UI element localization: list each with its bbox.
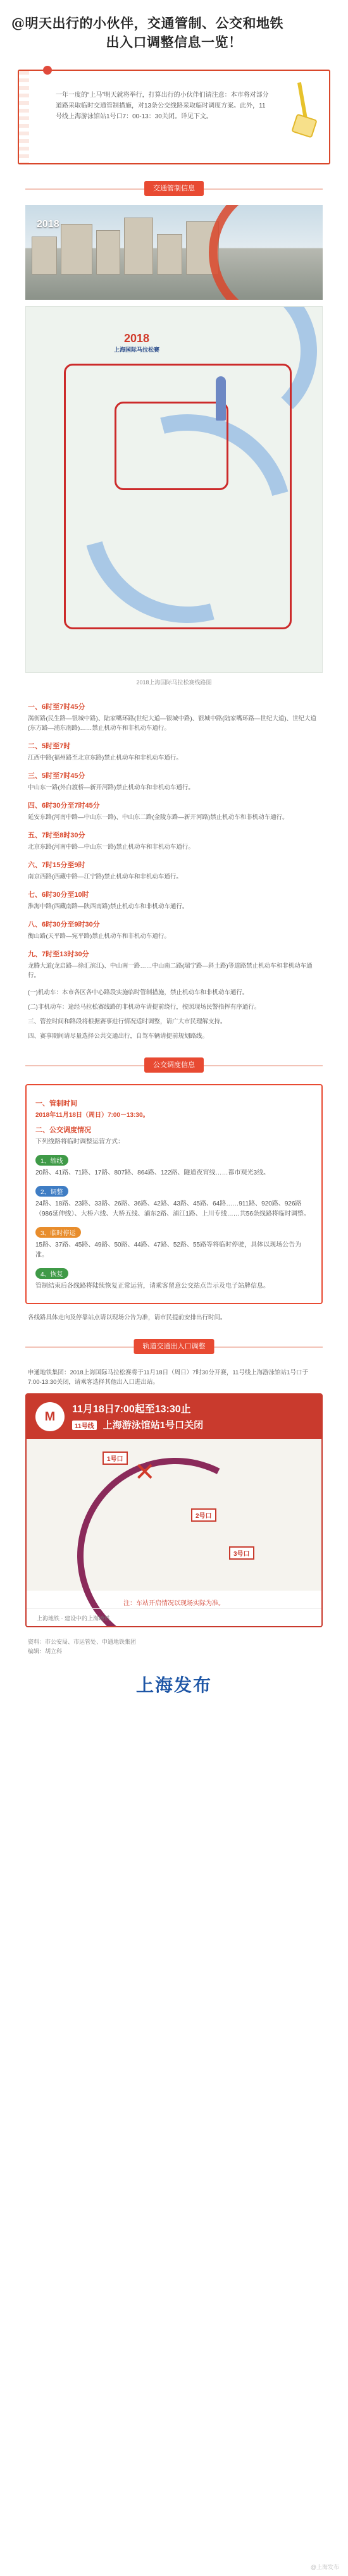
metro-footer: 上海地铁 · 建设中的上海地铁 [27, 1608, 321, 1626]
rule-text: 北京东路(河南中路—中山东一路)禁止机动车和非机动车通行。 [28, 844, 194, 851]
metro-subtitle-text: 上海游泳馆站1号口关闭 [103, 1420, 204, 1431]
rule-heading: 二、5时至7时 [28, 743, 71, 750]
group-label-restore: 4、恢复 [35, 1268, 68, 1279]
rule-text: 江西中路(福州路至北京东路)禁止机动车和非机动车通行。 [28, 755, 182, 761]
transit-title-time: 一、管制时间 [35, 1100, 77, 1107]
intro-card [18, 70, 330, 164]
watermark: @上海发布 [310, 2564, 339, 2570]
bund-photo [25, 205, 323, 300]
map-caption: 2018上海国际马拉松赛线路图 [136, 679, 212, 686]
note-text: (二)非机动车：途经马拉松赛线路的非机动车请提前绕行，按照现场民警指挥有序通行。 [28, 1004, 261, 1011]
section-header-bus [0, 1052, 348, 1078]
rule-heading: 七、6时30分至10时 [28, 891, 89, 899]
metro-notice-title: 11月18日7:00起至13:30止 [72, 1404, 191, 1415]
article-headline [0, 0, 348, 61]
rule-heading: 九、7时至13时30分 [28, 951, 89, 958]
rule-text: 延安东路(河南中路—中山东一路)、中山东二路(金陵东路—新开河路)禁止机动车和非机动车通行。 [28, 814, 289, 821]
metro-notice-header [27, 1395, 321, 1439]
line-11-tag: 11号线 [72, 1420, 97, 1430]
metro-notice-subtitle [72, 1418, 203, 1431]
map-logo [102, 332, 171, 354]
group-list-suspend: 15路、37路、45路、49路、50路、44路、47路、52路、55路等将临时停驶，具体以现场公告为准。 [35, 1242, 302, 1259]
rule-item [28, 701, 320, 733]
marathon-logo: 2018 [37, 219, 59, 230]
note-text: 三、管控时间和路段将根据赛事进行情况适时调整，请广大市民理解支持。 [28, 1018, 227, 1025]
pin-icon [43, 66, 52, 75]
group-list-restore: 管制结束后各线路将陆续恢复正常运营，请乘客留意公交站点告示及电子站牌信息。 [35, 1283, 270, 1290]
rule-item [28, 889, 320, 911]
rule-item [28, 770, 320, 792]
rule-item [28, 800, 320, 822]
route-map [25, 306, 323, 673]
section-header-traffic [0, 176, 348, 201]
rule-heading: 八、6时30分至9时30分 [28, 921, 100, 928]
rule-heading: 五、7时至8时30分 [28, 832, 85, 839]
rule-text: 满街路(民生路—银城中路)、陆家嘴环路(世纪大道—银城中路)、银城中路(陆家嘴环路—世纪大道)、世纪大道(东方路—浦东南路)……禁止机动车和非机动车通行。 [28, 715, 316, 732]
rule-item [28, 741, 320, 763]
group-label-adjust: 2、调整 [35, 1186, 68, 1197]
transit-intro: 下列线路将临时调整运营方式： [35, 1138, 124, 1145]
race-track-graphic [209, 205, 323, 300]
credits [28, 1637, 320, 1656]
rule-heading: 六、7时15分至9时 [28, 861, 85, 869]
exit-1-label: 1号口 [103, 1451, 128, 1465]
group-list-adjust: 24路、18路、23路、33路、26路、36路、42路、43路、45路、64路……911路、920路、926路（986延伸线）、大桥六线、大桥五线、浦东2路、浦江1路、上川专线……共56条线路将临时调整。 [35, 1200, 310, 1217]
rule-heading: 一、6时至7时45分 [28, 703, 85, 711]
intro-card-stripe [19, 71, 29, 163]
intro-text: 一年一度的“上马”明天就将举行，打算出行的小伙伴们请注意：本市将对部分道路采取临时交通管制措施，对13条公交线路采取临时调度方案。此外，11号线上海游泳馆站1号口7：00-13：30关闭。详见下文。 [56, 92, 269, 120]
rule-item [28, 830, 320, 852]
section-title-metro: 轨道交通出入口调整 [134, 1339, 214, 1354]
headline-line-1: @明天出行的小伙伴，交通管制、公交和地铁 [11, 15, 283, 31]
credit-source: 资料：市公安局、市运管处、申通地铁集团 [28, 1639, 137, 1645]
station-map [27, 1439, 321, 1591]
headline-line-2: 出入口调整信息一览！ [106, 34, 242, 50]
metro-bottom-note: 注：车站开启情况以现场实际为准。 [123, 1600, 225, 1607]
section-title-bus: 公交调度信息 [144, 1057, 204, 1073]
group-list-shorten: 20路、41路、71路、17路、807路、864路、122路、隧道夜宵线……都市观光3线。 [35, 1169, 270, 1176]
rule-text: 淮海中路(西藏南路—陕西南路)禁止机动车和非机动车通行。 [28, 903, 189, 910]
pearl-tower-icon [216, 376, 226, 421]
rule-item [28, 919, 320, 941]
rule-item [28, 949, 320, 980]
transit-time: 2018年11月18日（周日）7:00－13:30。 [35, 1112, 149, 1119]
ribbon-decoration-icon [282, 82, 324, 139]
rule-text: 龙腾大道(龙启路—徐汇滨江)、中山南一路……中山南二路(瑞宁路—斜土路)等道路禁止机动车和非机动车通行。 [28, 963, 313, 979]
closed-exit-x-icon: ✕ [134, 1458, 156, 1486]
map-logo-year: 2018 [123, 332, 150, 345]
rule-text: 衡山路(天平路—宛平路)禁止机动车和非机动车通行。 [28, 933, 170, 940]
section-header-metro [0, 1334, 348, 1359]
metro-notice-poster [25, 1393, 323, 1627]
rule-item [28, 860, 320, 882]
rule-heading: 三、5时至7时45分 [28, 772, 85, 780]
metro-logo-icon: M [35, 1402, 65, 1431]
exit-2-label: 2号口 [191, 1508, 216, 1522]
group-label-suspend: 3、临时停运 [35, 1227, 81, 1238]
section-title-traffic: 交通管制信息 [144, 181, 204, 196]
note-text: 四、赛事期间请尽量选择公共交通出行，自驾车辆请提前规划路线。 [28, 1033, 209, 1040]
group-label-shorten: 1、缩线 [35, 1155, 68, 1166]
bus-info-card [25, 1084, 323, 1304]
rule-text: 中山东一路(外白渡桥—新开河路)禁止机动车和非机动车通行。 [28, 784, 194, 791]
rule-heading: 四、6时30分至7时45分 [28, 802, 100, 810]
metro-intro: 申通地铁集团：2018上海国际马拉松赛将于11月18日（周日）7时30分开赛，11号线上海游泳馆站1号口于7:00-13:30关闭，请乘客选择其他出入口进出站。 [28, 1369, 309, 1386]
exit-3-label: 3号口 [229, 1546, 254, 1560]
transit-title-dispatch: 二、公交调度情况 [35, 1126, 91, 1134]
traffic-rules-list [28, 701, 320, 1041]
rule-text: 南京西路(西藏中路—江宁路)禁止机动车和非机动车通行。 [28, 873, 182, 880]
bus-note: 各线路具体走向及停靠站点请以现场公告为准，请市民提前安排出行时间。 [28, 1314, 227, 1321]
credit-editor: 编辑：胡立科 [28, 1648, 63, 1655]
map-logo-name: 上海国际马拉松赛 [113, 347, 159, 353]
note-text: (一)机动车：本市各区各中心路段实施临时管制措施，禁止机动车和非机动车通行。 [28, 989, 249, 996]
brand-logo: 上海发布 [135, 1675, 212, 1695]
